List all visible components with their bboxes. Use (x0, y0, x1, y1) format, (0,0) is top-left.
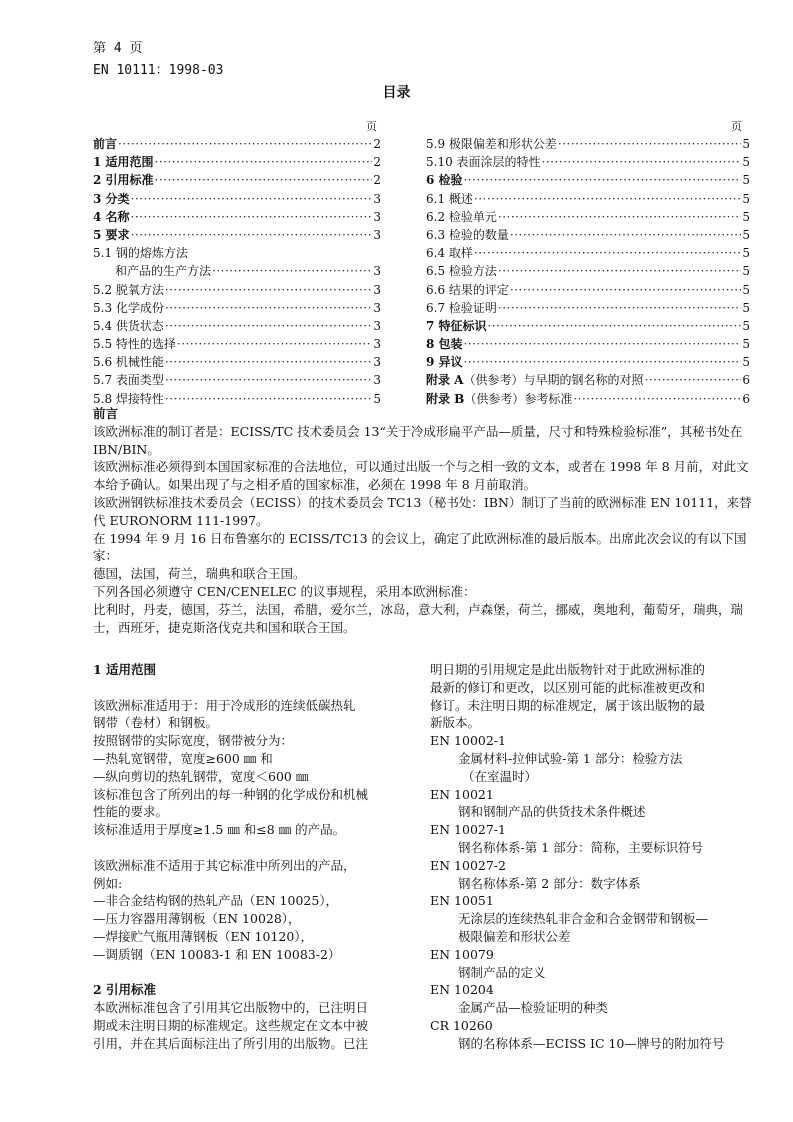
section-2-line: 引用，并在其后面标注出了所引用的出版物。已注 (93, 1035, 369, 1051)
toc-entry-label: 1 适用范围 (93, 155, 154, 170)
toc-entry (93, 281, 381, 299)
foreword-paragraph: 德国，法国，荷兰，瑞典和联合王国。 (93, 566, 306, 582)
reference-description: （在室温时） (462, 768, 538, 784)
toc-entry-label: 3 分类 (93, 191, 130, 206)
toc-entry-label: 4 名称 (93, 209, 130, 224)
toc-entry-page: 2 (373, 155, 381, 170)
toc-entry-label: 5.8 焊接特性 (93, 391, 164, 406)
toc-entry-page: 3 (373, 318, 381, 333)
toc-entry-page: 5 (742, 355, 750, 370)
foreword-heading: 前言 (93, 406, 119, 421)
toc-entry (426, 208, 750, 226)
toc-leader-dots (498, 208, 741, 226)
toc-entry-page: 3 (373, 282, 381, 297)
toc-entry-label: 2 引用标准 (93, 173, 154, 188)
toc-leader-dots (474, 190, 741, 208)
toc-entry-label: 6 检验 (426, 173, 463, 188)
toc-entry-label: 前言 (93, 137, 118, 151)
toc-entry-page: 3 (373, 227, 381, 242)
toc-leader-dots (118, 135, 372, 153)
toc-entry-label: 6.5 检验方法 (426, 264, 497, 279)
reference-code: CR 10260 (430, 1017, 493, 1033)
blank-line (93, 839, 413, 857)
section-1-line: —压力容器用薄钢板（EN 10028）， (93, 911, 301, 927)
section-1-line: 例如: (93, 875, 123, 891)
section-1-line: —热轧宽钢带，宽度≥600 ㎜ 和 (93, 750, 273, 766)
toc-entry-page: 6 (742, 391, 750, 406)
toc-entry-page: 5 (742, 209, 750, 224)
toc-leader-dots (131, 190, 373, 208)
foreword-paragraph: 该欧洲标准必须得到本国国家标准的合法地位，可以通过出版一个与之相一致的文本，或者在 1998 年 8 月前，对此文本给予确认。如果出现了与之相矛盾的国家标准，必须在 1998 年 8 月前取消。 (93, 459, 749, 493)
toc-leader-dots (464, 353, 742, 371)
toc-entry-page: 5 (742, 300, 750, 315)
toc-entry-label: 5.3 化学成份 (93, 300, 164, 315)
toc-entry (93, 190, 381, 208)
reference-description: 钢和钢制产品的供货技术条件概述 (458, 804, 646, 820)
toc-left-column (93, 135, 381, 408)
section-1-line: —调质钢（EN 10083-1 和 EN 10083-2） (93, 946, 341, 962)
toc-entry (93, 353, 381, 371)
toc-entry-label: 5 要求 (93, 227, 130, 242)
toc-entry-page: 5 (742, 264, 750, 279)
toc-leader-dots (177, 335, 372, 353)
toc-entry-label-prefix: 附录 B (426, 391, 465, 406)
toc-entry (93, 299, 381, 317)
toc-entry-label: 6.3 检验的数量 (426, 227, 509, 242)
toc-entry-page: 3 (373, 191, 381, 206)
section-1-line: —焊接贮气瓶用薄钢板（EN 10120）， (93, 928, 314, 944)
reference-description: 钢名称体系-第 2 部分：数字体系 (458, 875, 641, 891)
toc-entry-page: 5 (742, 318, 750, 333)
toc-entry-label: 7 特征标识 (426, 318, 487, 333)
section-1-line: 性能的要求。 (93, 804, 169, 820)
toc-right-page-label: 页 (731, 120, 742, 133)
reference-code: EN 10204 (430, 982, 494, 998)
toc-entry-label (426, 371, 644, 389)
toc-entry-page: 5 (373, 391, 381, 406)
toc-leader-dots (474, 244, 741, 262)
toc-entry (93, 244, 381, 262)
toc-leader-dots (645, 371, 742, 389)
toc-entry-page: 2 (373, 173, 381, 188)
toc-entry (426, 153, 750, 171)
section-2-line: 本欧洲标准包含了引用其它出版物中的，已注明日 (93, 1000, 369, 1016)
section-1-line: 该欧洲标准适用于：用于冷成形的连续低碳热轧 (93, 697, 356, 713)
foreword-paragraph: 在 1994 年 9 月 16 日布鲁塞尔的 ECISS/TC13 的会议上，确定了此欧洲标准的最后版本。出席此次会议的有以下国家： (93, 530, 747, 564)
foreword-paragraph: 比利时，丹麦，德国，芬兰，法国，希腊，爱尔兰，冰岛，意大利，卢森堡，荷兰，挪威，奥地利，葡萄牙，瑞典，瑞士，西班牙，捷克斯洛伐克共和国和联合王国。 (93, 601, 744, 635)
toc-leader-dots (212, 262, 372, 280)
toc-entry (93, 135, 381, 153)
reference-code: EN 10051 (430, 893, 494, 909)
toc-entry-label: 6.2 检验单元 (426, 209, 497, 224)
reference-intro-line: 新版本。 (430, 715, 481, 731)
toc-entry-label: 5.1 钢的熔炼方法 (93, 246, 188, 261)
toc-leader-dots (131, 226, 373, 244)
foreword-paragraph: 下列各国必须遵守 CEN/CENELEC 的议事规程，采用本欧洲标准： (93, 583, 476, 599)
reference-description: 极限偏差和形状公差 (458, 928, 571, 944)
toc-entry-label: 6.7 检验证明 (426, 300, 497, 315)
toc-entry-page: 3 (373, 373, 381, 388)
toc-entry-label: 5.2 脱氧方法 (93, 282, 164, 297)
toc-entry (426, 226, 750, 244)
toc-entry (93, 226, 381, 244)
toc-entry-page: 2 (373, 137, 381, 151)
toc-entry (426, 171, 750, 189)
section-2-heading: 2 引用标准 (93, 982, 157, 998)
left-body-column (93, 661, 413, 1053)
reference-description: 钢的名称体系—ECISS IC 10—牌号的附加符号 (458, 1035, 725, 1051)
toc-leader-dots (155, 171, 373, 189)
toc-leader-dots (131, 208, 373, 226)
toc-entry-label-prefix: 附录 A (426, 373, 464, 388)
toc-entry-page: 5 (742, 227, 750, 242)
reference-description: 金属材料-拉伸试验-第 1 部分：检验方法 (458, 750, 683, 766)
foreword (93, 405, 758, 636)
toc-entry-page: 5 (742, 137, 750, 151)
reference-code: EN 10027-2 (430, 857, 506, 873)
toc-entry (426, 335, 750, 353)
reference-description: 钢制产品的定义 (458, 964, 546, 980)
toc-entry-label: 5.5 特性的选择 (93, 337, 176, 352)
toc-entry-label: 5.4 供货状态 (93, 318, 164, 333)
toc-leader-dots (542, 153, 742, 171)
toc-entry (93, 317, 381, 335)
toc-entry (426, 135, 750, 153)
toc-leader-dots (498, 262, 741, 280)
toc-leader-dots (510, 281, 741, 299)
toc-entry (426, 371, 750, 389)
section-1-line: 该标准适用于厚度≥1.5 ㎜ 和≤8 ㎜ 的产品。 (93, 822, 346, 838)
toc-entry-page: 5 (742, 155, 750, 170)
section-1-line: 钢带（卷材）和钢板。 (93, 715, 219, 731)
toc-leader-dots (165, 281, 372, 299)
reference-description: 金属产品—检验证明的种类 (458, 1000, 609, 1016)
section-1-heading: 1 适用范围 (93, 662, 157, 677)
toc-entry-page: 5 (742, 246, 750, 261)
toc-entry-page: 3 (373, 300, 381, 315)
toc-entry-label: 5.7 表面类型 (93, 373, 164, 388)
section-1-line: —纵向剪切的热轧钢带，宽度＜600 ㎜ (93, 768, 309, 784)
toc-entry (93, 153, 381, 171)
toc-entry-label: 8 包装 (426, 337, 463, 352)
toc-entry-label: 6.6 结果的评定 (426, 282, 509, 297)
reference-intro-line: 修订。未注明日期的标准规定，属于该出版物的最 (430, 697, 706, 713)
toc-left-page-label: 页 (366, 120, 377, 133)
toc-leader-dots (464, 171, 742, 189)
section-1-line: 该标准包含了所列出的每一种钢的化学成份和机械 (93, 786, 369, 802)
toc-leader-dots (488, 317, 742, 335)
toc-leader-dots (498, 299, 741, 317)
reference-code: EN 10021 (430, 786, 494, 802)
toc-leader-dots (165, 371, 372, 389)
toc-leader-dots (510, 226, 741, 244)
toc-entry-page: 5 (742, 337, 750, 352)
toc-entry (93, 262, 381, 280)
toc-entry (426, 244, 750, 262)
section-1-line: —非合金结构钢的热轧产品（EN 10025）， (93, 893, 339, 909)
foreword-paragraph: 该欧洲标准的制订者是：ECISS/TC 技术委员会 13“关于冷成形扁平产品—质量，尺寸和特殊检验标准”，其秘书处在 IBN/BIN。 (93, 423, 743, 457)
toc-entry (93, 208, 381, 226)
reference-description: 钢名称体系-第 1 部分：简称，主要标识符号 (458, 839, 704, 855)
toc-entry-page: 5 (742, 191, 750, 206)
toc-right-column (426, 135, 750, 408)
toc-entry (93, 171, 381, 189)
toc-leader-dots (464, 335, 742, 353)
reference-description: 无涂层的连续热轧非合金和合金钢带和钢板— (458, 911, 709, 927)
standard-code: EN 10111：1998-03 (93, 63, 224, 78)
page-number: 第 4 页 (93, 41, 143, 56)
section-1-line: 该欧洲标准不适用于其它标准中所列出的产品， (93, 857, 356, 873)
toc-entry-label: 6.4 取样 (426, 246, 473, 261)
toc-entry-label: 6.1 概述 (426, 191, 473, 206)
section-2-line: 期或未注明日期的标准规定。这些规定在文本中被 (93, 1017, 369, 1033)
toc-entry (426, 281, 750, 299)
toc-entry-page: 3 (373, 209, 381, 224)
toc-entry-page: 3 (373, 337, 381, 352)
toc-entry (426, 262, 750, 280)
toc-entry-page: 5 (742, 282, 750, 297)
reference-code: EN 10079 (430, 946, 494, 962)
toc-leader-dots (155, 153, 373, 171)
right-body-column (430, 661, 760, 1053)
toc-title: 目录 (382, 85, 411, 101)
toc-entry (426, 299, 750, 317)
toc-entry-page: 5 (742, 173, 750, 188)
toc-entry-page: 3 (373, 264, 381, 279)
toc-leader-dots (165, 299, 372, 317)
reference-code: EN 10002-1 (430, 733, 506, 749)
toc-leader-dots (165, 353, 372, 371)
toc-entry (93, 371, 381, 389)
toc-entry (93, 335, 381, 353)
toc-entry-label: 和产品的生产方法 (115, 264, 212, 279)
toc-entry-label: 9 异议 (426, 355, 463, 370)
toc-entry (426, 353, 750, 371)
toc-entry (426, 190, 750, 208)
toc-leader-dots (558, 135, 741, 153)
toc-entry-label: 5.6 机械性能 (93, 355, 164, 370)
toc-entry-page: 3 (373, 355, 381, 370)
foreword-paragraph: 该欧洲钢铁标准技术委员会（ECISS）的技术委员会 TC13（秘书处：IBN）制订了当前的欧洲标准 EN 10111，来替代 EURONORM 111-1997。 (93, 494, 752, 528)
toc-entry-label-rest: （供参考）参考标准 (464, 391, 573, 406)
toc-entry-label-rest: （供参考）与早期的钢名称的对照 (463, 373, 644, 388)
toc-leader-dots (165, 317, 372, 335)
reference-code: EN 10027-1 (430, 822, 506, 838)
reference-intro-line: 明日期的引用规定是此出版物针对于此欧洲标准的 (430, 662, 706, 677)
reference-intro-line: 最新的修订和更改，以区别可能的此标准被更改和 (430, 679, 706, 695)
section-1-line: 按照钢带的实际宽度，钢带被分为： (93, 733, 294, 749)
toc-entry-label: 5.10 表面涂层的特性 (426, 155, 541, 170)
toc-entry (426, 317, 750, 335)
toc-entry-page: 6 (742, 373, 750, 388)
toc-entry-label: 5.9 极限偏差和形状公差 (426, 137, 557, 151)
